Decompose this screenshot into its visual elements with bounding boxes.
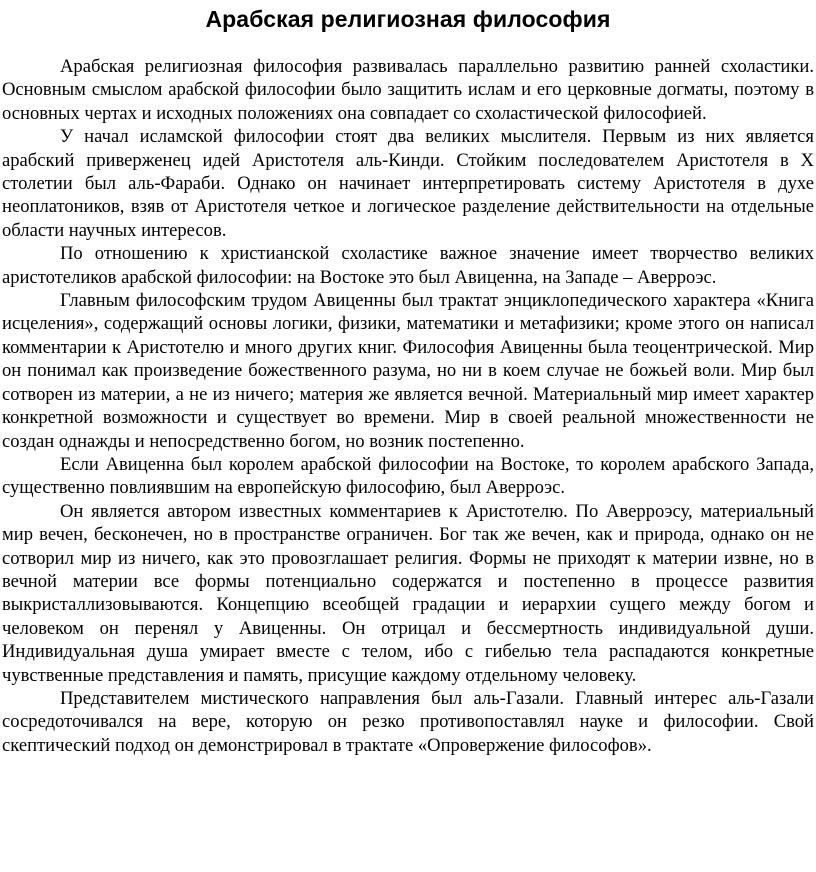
paragraph-4: Главным философским трудом Авиценны был трактат энциклопедического характера «Книга исцеления», содержащий основы логики, физики, математики и метафизики; кроме этого он написал комментарии к Аристотелю и много других книг. Философия Авиценны была теоцентрической. Мир он понимал как произведение божественного разума, но ни в коем случае не божьей воли. Мир был сотворен из материи, а не из ничего; материя же является вечной. Материальный мир имеет характер конкретной возможности и существует во времени. Мир в своей реальной множественности не создан однажды и непосредственно богом, но возник постепенно. (2, 290, 814, 452)
paragraph-1: Арабская религиозная философия развивалась параллельно развитию ранней схоластики. Основным смыслом арабской философии было защитить ислам и его церковные догматы, поэтому в основных чертах и исходных положениях она совпадает со схоластической философией. (2, 56, 814, 124)
paragraph-5: Если Авиценна был королем арабской философии на Востоке, то королем арабского Запада, существенно повлиявшим на европейскую философию, был Аверроэс. (2, 453, 814, 499)
document-title: Арабская религиозная философия (205, 6, 611, 32)
paragraph-7: Представителем мистического направления был аль-Газали. Главный интерес аль-Газали сосредоточивался на вере, которую он резко противопоставлял науке и философии. Свой скептический подход он демонстрировал в трактате «Опровержение философов». (2, 687, 814, 756)
paragraph-3: По отношению к христианской схоластике важное значение имеет творчество великих аристотеликов арабской философии: на Востоке это был Авиценна, на Западе – Аверроэс. (2, 243, 814, 288)
paragraph-2: У начал исламской философии стоят два великих мыслителя. Первым из них является арабский приверженец идей Аристотеля аль-Кинди. Стойким последователем Аристотеля в X столетии был аль-Фараби. Однако он начинает интерпретировать систему Аристотеля в духе неоплатоников, взяв от Аристотеля четкое и логическое разделение действительности на отдельные области научных интересов. (2, 126, 814, 241)
paragraph-6: Он является автором известных комментариев к Аристотелю. По Аверроэсу, материальный мир вечен, бесконечен, но в пространстве ограничен. Бог так же вечен, как и природа, однако он не сотворил мир из ничего, как это провозглашает религия. Формы не приходят к материи извне, но в вечной материи все формы потенциально содержатся и постепенно в процессе развития выкристаллизовываются. Концепцию всеобщей градации и иерархии сущего между богом и человеком он перенял у Авиценны. Он отрицал и бессмертность индивидуальной души. Индивидуальная душа умирает вместе с телом, ибо с гибелью тела распадаются конкретные чувственные представления и память, присущие каждому отдельному человеку. (2, 500, 814, 686)
